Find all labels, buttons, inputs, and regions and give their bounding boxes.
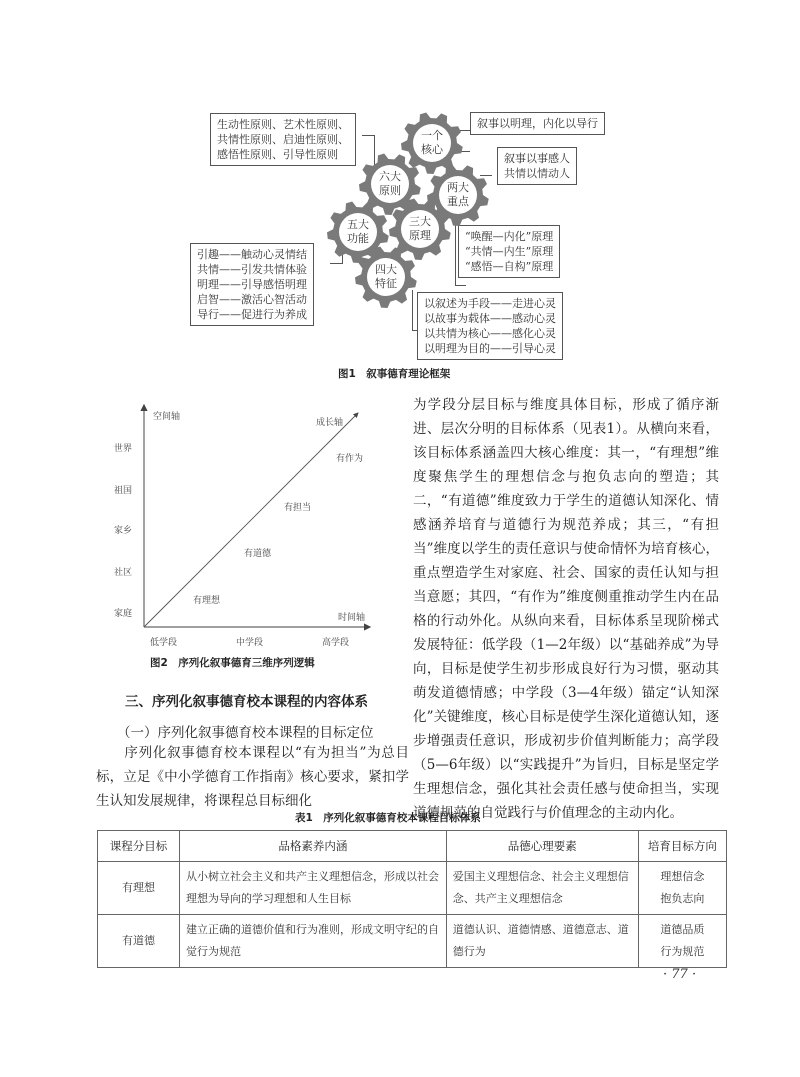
gear-label: 五大	[347, 218, 369, 231]
gear-label: 功能	[347, 232, 369, 245]
functions-box	[190, 243, 314, 326]
functions-line: 共情——引发共情体验	[197, 263, 307, 276]
growth-axis-label: 成长轴	[316, 418, 344, 428]
theory-box	[458, 225, 560, 278]
goal-cell: 有道德	[98, 915, 180, 968]
functions-line: 导行——促进行为养成	[197, 308, 307, 321]
theory-line: “共情—内生”原理	[465, 245, 554, 258]
focus-line: 叙事以事感人	[504, 152, 570, 165]
gear-label: 原理	[409, 229, 431, 242]
column-header: 课程分目标	[98, 831, 180, 862]
y-tick-label: 家庭	[114, 609, 133, 619]
stage-label: 有道德	[244, 549, 272, 559]
features-box	[417, 292, 563, 360]
features-line: 以明理为目的——引导心灵	[424, 342, 556, 355]
direction-line: 道德品质	[660, 923, 705, 936]
focus-box	[497, 147, 577, 185]
column-header: 培育目标方向	[638, 831, 726, 862]
gear-label: 四大	[375, 263, 397, 276]
direction-line: 行为规范	[660, 945, 705, 958]
table-row	[98, 915, 727, 968]
principles-line: 生动性原则、艺术性原则、	[217, 118, 349, 131]
direction-cell	[638, 915, 726, 968]
elements-cell: 道德认识、道德情感、道德意志、道德行为	[446, 915, 638, 968]
stage-label: 有作为	[336, 454, 364, 464]
gear-label: 三大	[409, 215, 431, 228]
functions-line: 启智——激活心智活动	[197, 293, 307, 306]
y-tick-label: 祖国	[114, 486, 133, 496]
paragraph-text: 序列化叙事德育校本课程以“有为担当”为总目标，立足《中小学德育工作指南》核心要求，紧扣学生认知发展规律，将课程总目标细化	[96, 745, 409, 809]
table-header-row	[98, 831, 727, 862]
direction-line: 理想信念	[660, 870, 705, 883]
left-paragraph	[96, 741, 409, 813]
paragraph-text: 为学段分层目标与维度具体目标，形成了循序渐进、层次分明的目标体系（见表1）。从横向来看，该目标体系涵盖四大核心维度：其一，“有理想”维度聚焦学生的理想信念与抱负志向的塑造；其二，“有道德”维度致力于学生的道德认知深化、情感涵养培育与道德行为规范养成；其三，“有担当”维度以学生的责任意识与使命情怀为培育核心，重点塑造学生对家庭、社会、国家的责任认知与担当意愿；其四，“有作为”维度侧重推动学生内在品格的行动外化。从纵向来看，目标体系呈现阶梯式发展特征：低学段（1—2年级）以“基础养成”为导向，目标是使学生初步形成良好行为习惯，驱动其萌发道德情感；中学段（3—4年级）锚定“认知深化”关键维度，核心目标是使学生深化道德认知，逐步增强责任意识，形成初步价值判断能力；高学段（5—6年级）以“实践提升”为旨归，目标是坚定学生理想信念，强化其社会责任感与使命担当，实现道德规范的自觉践行与价值理念的主动内化。	[413, 397, 719, 821]
column-header: 品格素养内涵	[179, 831, 446, 862]
goal-cell: 有理想	[98, 862, 180, 915]
sequence-chart	[100, 395, 400, 653]
gear-label: 两大	[447, 181, 469, 194]
figure-2-caption: 图2 序列化叙事德育三维序列逻辑	[150, 657, 315, 669]
x-axis-label: 时间轴	[338, 613, 366, 623]
core-box	[470, 112, 605, 135]
subsection-heading: （一）序列化叙事德育校本课程的目标定位	[117, 725, 374, 741]
table-row	[98, 862, 727, 915]
core-line: 叙事以明理，内化以导行	[477, 117, 598, 130]
y-tick-label: 家乡	[114, 526, 133, 536]
connotation-cell: 从小树立社会主义和共产主义理想信念，形成以社会理想为导向的学习理想和人生目标	[179, 862, 446, 915]
column-header: 品德心理要素	[446, 831, 638, 862]
theory-line: “感悟—自构”原理	[465, 260, 554, 273]
gear-label: 六大	[379, 170, 401, 183]
section-heading: 三、序列化叙事德育校本课程的内容体系	[125, 694, 368, 710]
x-tick-label: 中学段	[236, 638, 264, 648]
y-axis-label: 空间轴	[153, 412, 181, 422]
gear-label: 一个	[421, 129, 443, 142]
growth-axis	[144, 413, 358, 627]
connotation-cell: 建立正确的道德价值和行为准则，形成文明守纪的自觉行为规范	[179, 915, 446, 968]
functions-line: 明理——引导感悟明理	[197, 278, 307, 291]
direction-cell	[638, 862, 726, 915]
page-number: · 77 ·	[663, 967, 697, 982]
theory-line: “唤醒—内化”原理	[465, 230, 554, 243]
gear-label: 重点	[447, 195, 469, 208]
figure-1-caption: 图1 叙事德育理论框架	[338, 368, 451, 380]
gear-label: 核心	[421, 143, 443, 156]
functions-line: 引趣——触动心灵情结	[197, 248, 307, 261]
principles-line: 感悟性原则、引导性原则	[217, 148, 338, 161]
gear-label: 特征	[375, 277, 397, 290]
principles-line: 共情性原则、启迪性原则、	[217, 133, 349, 146]
y-tick-label: 社区	[114, 568, 133, 578]
right-paragraph	[413, 393, 719, 825]
features-line: 以故事为载体——感动心灵	[424, 312, 556, 325]
goal-table	[97, 830, 727, 968]
principles-box	[210, 113, 356, 166]
table-1-caption: 表1 序列化叙事德育校本课程目标体系	[295, 812, 481, 824]
direction-line: 抱负志向	[660, 892, 705, 905]
features-line: 以共情为核心——感化心灵	[424, 327, 556, 340]
gear-label: 原则	[379, 184, 401, 197]
stage-label: 有理想	[193, 596, 221, 606]
features-line: 以叙述为手段——走进心灵	[424, 297, 556, 310]
gear-features	[354, 245, 418, 309]
x-tick-label: 低学段	[150, 638, 178, 648]
focus-line: 共情以情动人	[504, 167, 570, 180]
stage-label: 有担当	[284, 503, 312, 513]
x-tick-label: 高学段	[322, 638, 350, 648]
elements-cell: 爱国主义理想信念、社会主义理想信念、共产主义理想信念	[446, 862, 638, 915]
y-tick-label: 世界	[114, 444, 133, 454]
